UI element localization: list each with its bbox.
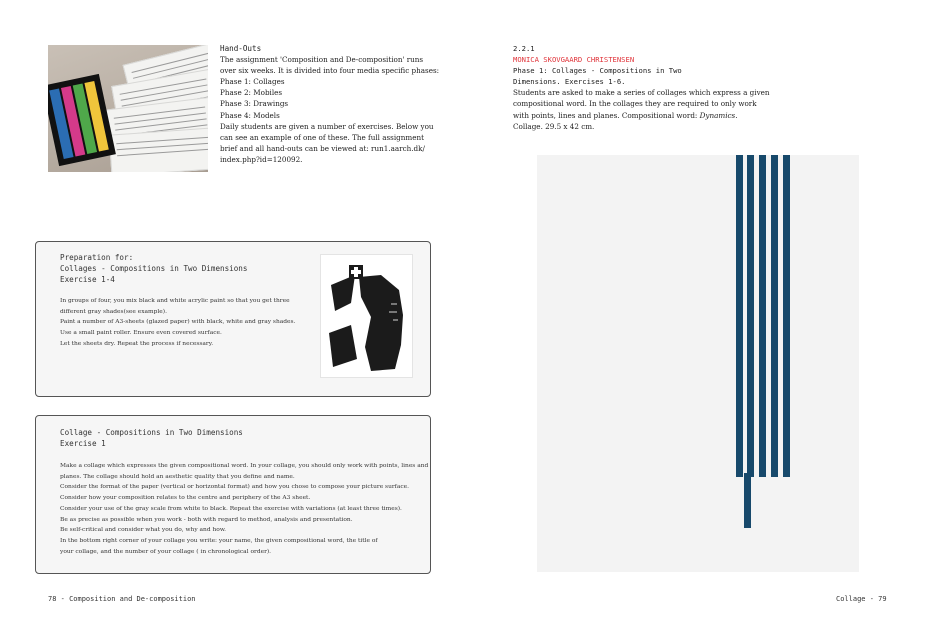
handouts-line: over six weeks. It is divided into four media specific phases: <box>220 66 440 76</box>
handouts-line: brief and all hand-outs can be viewed at: run1.aarch.dk/ <box>220 143 425 153</box>
compositional-word: Dynamics <box>699 110 736 120</box>
author-name: MONICA SKOVGAARD CHRISTENSEN <box>513 55 635 65</box>
preparation-line: different gray shades(see example). <box>60 308 167 315</box>
description-line: compositional word. In the collages they are required to only work <box>513 99 757 109</box>
phase-line: Phase 1: Collages - Compositions in Two <box>513 66 682 76</box>
preparation-title-line: Preparation for: <box>60 253 134 262</box>
preparation-line: In groups of four, you mix black and white acrylic paint so that you get three <box>60 298 290 304</box>
exercise-line: Consider how your composition relates to the centre and periphery of the A3 sheet. <box>60 495 311 502</box>
preparation-title <box>60 253 247 285</box>
handouts-line: can see an example of one of these. The full assignment <box>220 132 424 142</box>
exercise-line: planes. The collage should hold an aesthetic quality that you define and name. <box>60 473 295 480</box>
word-suffix: . <box>735 110 738 120</box>
handouts-line: Phase 3: Drawings <box>220 99 289 109</box>
exercise-line: Consider the format of the paper (vertical or horizontal format) and how you chose to compose your picture surface. <box>60 484 410 491</box>
preparation-line: Paint a number of A3-sheets (glazed paper) with black, white and gray shades. <box>60 319 296 326</box>
preparation-line: Use a small paint roller. Ensure even covered surface. <box>60 330 222 337</box>
description-line: Collage. 29.5 x 42 cm. <box>513 121 595 131</box>
exercise-line: Be as precise as possible when you work - both with regard to method, analysis and presentation. <box>60 516 353 523</box>
handouts-text <box>220 43 440 165</box>
exercise-line: Consider your use of the gray scale from white to black. Repeat the exercise with variations (at least three times). <box>60 505 402 512</box>
preparation-body <box>60 296 295 350</box>
collage-stripe <box>783 155 790 477</box>
preparation-title-line: Collages - Compositions in Two Dimensions <box>60 263 248 273</box>
handouts-line: Phase 1: Collages <box>220 77 285 87</box>
preparation-title-line: Exercise 1-4 <box>60 274 115 284</box>
collage-stripe <box>759 155 766 477</box>
sample-collage-graphic <box>321 255 412 377</box>
handouts-photo <box>48 45 208 172</box>
collage-stripe <box>747 155 754 477</box>
handouts-line: The assignment 'Composition and De-composition' runs <box>220 55 424 65</box>
collage-stripe <box>771 155 778 477</box>
description-line <box>513 110 763 121</box>
section-number: 2.2.1 <box>513 44 535 53</box>
collage-artwork <box>537 155 859 572</box>
handouts-heading: Hand-Outs <box>220 44 262 53</box>
collage-stripe <box>744 473 751 528</box>
gray-shade-sample-image <box>321 255 412 377</box>
exercise-box <box>35 415 431 574</box>
phase-line: Dimensions. Exercises 1-6. <box>513 77 626 87</box>
right-page-text <box>513 43 770 132</box>
handouts-line: index.php?id=120092. <box>220 154 303 164</box>
footer-right: Collage - 79 <box>836 595 887 603</box>
handouts-line: Phase 2: Mobiles <box>220 88 283 98</box>
exercise-title-line: Collage - Compositions in Two Dimensions <box>60 428 243 437</box>
exercise-line: Make a collage which expresses the given compositional word. In your collage, you should only work with points, lines and <box>60 463 429 469</box>
handout-sheet <box>109 127 208 172</box>
exercise-line: your collage, and the number of your collage ( in chronological order). <box>60 548 272 555</box>
color-sample-card <box>48 74 116 166</box>
description-text: with points, lines and planes. Compositional word: <box>513 110 700 120</box>
exercise-line: In the bottom right corner of your collage you write: your name, the given compositional word, the title of <box>60 537 378 544</box>
handouts-line: Daily students are given a number of exercises. Below you <box>220 121 434 131</box>
exercise-title <box>60 428 243 450</box>
description-line: Students are asked to make a series of collages which express a given <box>513 88 770 98</box>
preparation-line: Let the sheets dry. Repeat the process if necessary. <box>60 340 214 347</box>
footer-left: 78 - Composition and De-composition <box>48 595 196 603</box>
exercise-title-line: Exercise 1 <box>60 438 106 448</box>
exercise-line: Be self-critical and consider what you do, why and how. <box>60 527 227 534</box>
exercise-body <box>60 461 428 557</box>
collage-stripe <box>736 155 743 477</box>
handouts-line: Phase 4: Models <box>220 110 280 120</box>
